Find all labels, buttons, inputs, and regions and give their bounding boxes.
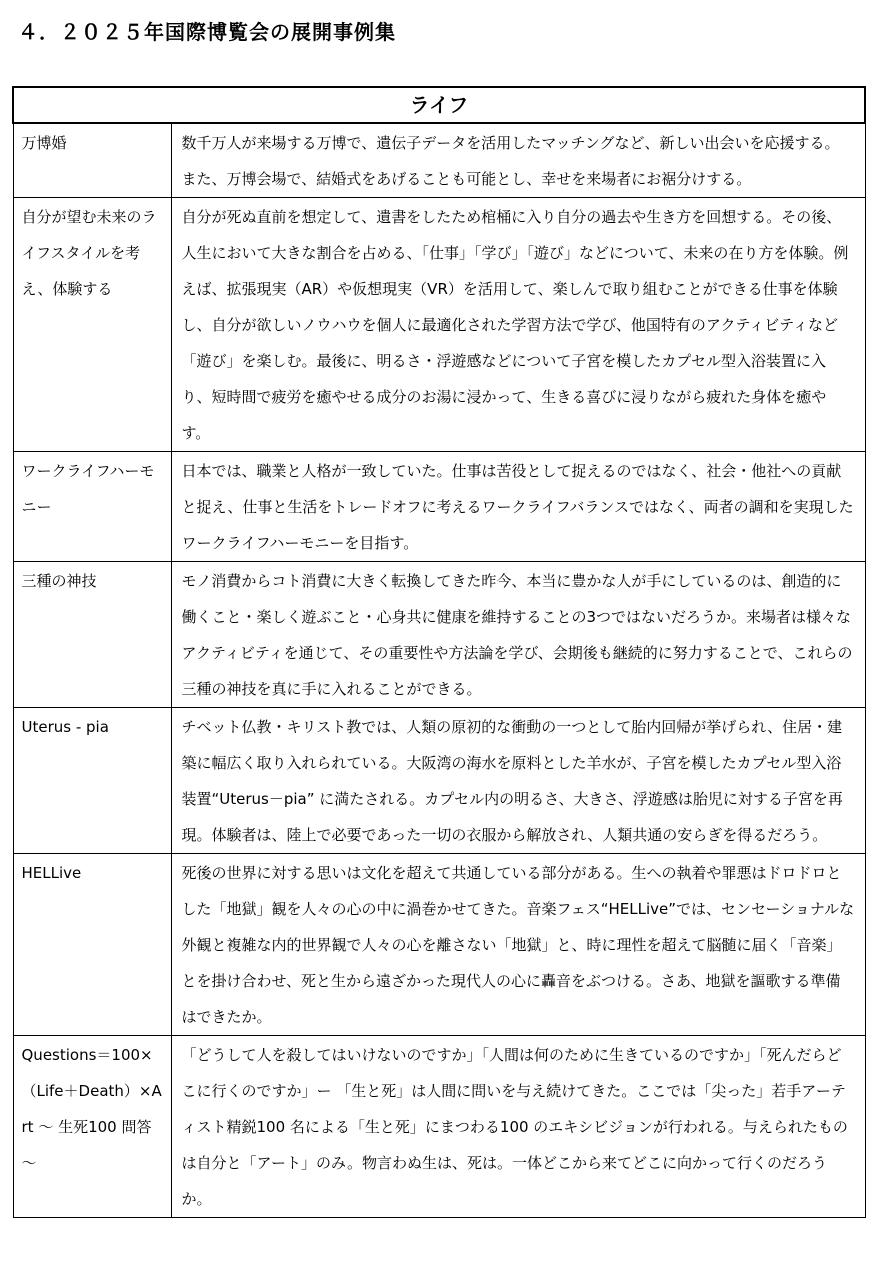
table-row	[13, 854, 865, 1036]
table-row	[13, 562, 865, 708]
example-description: 自分が死ぬ直前を想定して、遺書をしたため棺桶に入り自分の過去や生き方を回想する。その後、人生において大きな割合を占める、「仕事」「学び」「遊び」などについて、未来の在り方を体験。例えば、拡張現実（AR）や仮想現実（VR）を活用して、楽しんで取り組むことができる仕事を体験し、自分が欲しいノウハウを個人に最適化された学習方法で学び、他国特有のアクティビティなど「遊び」を楽しむ。最後に、明るさ・浮遊感などについて子宮を模したカプセル型入浴装置に入り、短時間で疲労を癒やせる成分のお湯に浸かって、生きる喜びに浸りながら疲れた身体を癒やす。	[181, 208, 849, 442]
example-description: 日本では、職業と人格が一致していた。仕事は苦役として捉えるのではなく、社会・他社への貢献と捉え、仕事と生活をトレードオフに考えるワークライフバランスではなく、両者の調和を実現したワークライフハーモニーを目指す。	[181, 462, 854, 552]
example-name: Uterus - pia	[21, 718, 109, 736]
example-name-cell	[13, 1036, 171, 1218]
example-description-cell	[171, 123, 865, 198]
example-name-cell	[13, 854, 171, 1036]
example-name-cell	[13, 452, 171, 562]
example-name: Questions＝100×（Life＋Death）×Art ～ 生死100 問答～	[21, 1046, 162, 1172]
table-row	[13, 123, 865, 198]
example-description-cell	[171, 452, 865, 562]
table-title: ライフ	[13, 87, 865, 123]
example-description-cell	[171, 854, 865, 1036]
example-description: 数千万人が来場する万博で、遺伝子データを活用したマッチングなど、新しい出会いを応援する。また、万博会場で、結婚式をあげることも可能とし、幸せを来場者にお裾分けする。	[181, 134, 840, 188]
example-name-cell	[13, 708, 171, 854]
table-title-row	[13, 87, 865, 123]
example-name: 万博婚	[21, 134, 67, 152]
example-description-cell	[171, 1036, 865, 1218]
example-description: 「どうして人を殺してはいけないのですか」「人間は何のために生きているのですか」「死んだらどこに行くのですか」ー 「生と死」は人間に問いを与え続けてきた。ここでは「尖った」若手アーティスト精鋭100 名による「生と死」にまつわる100 のエキシビジョンが行われる。与えられたものは自分と「アート」のみ。物言わぬ生は、死は。一体どこから来てどこに向かって行くのだろうか。	[181, 1046, 848, 1208]
life-examples-table	[12, 86, 866, 1218]
example-name: ワークライフハーモニー	[21, 462, 155, 516]
table-row	[13, 1036, 865, 1218]
example-name: 三種の神技	[21, 572, 97, 590]
example-description: チベット仏教・キリスト教では、人類の原初的な衝動の一つとして胎内回帰が挙げられ、住居・建築に幅広く取り入れられている。大阪湾の海水を原料とした羊水が、子宮を模したカプセル型入浴装置“Uterus－pia” に満たされる。カプセル内の明るさ、大きさ、浮遊感は胎児に対する子宮を再現。体験者は、陸上で必要であった一切の衣服から解放され、人類共通の安らぎを得るだろう。	[181, 718, 843, 844]
example-name: 自分が望む未来のライフスタイルを考え、体験する	[21, 208, 157, 298]
example-name-cell	[13, 198, 171, 452]
table-row	[13, 452, 865, 562]
page-heading: ４．２０２５年国際博覧会の展開事例集	[18, 20, 396, 44]
example-name: HELLive	[21, 864, 82, 882]
table-row	[13, 708, 865, 854]
example-name-cell	[13, 123, 171, 198]
example-description-cell	[171, 562, 865, 708]
example-description-cell	[171, 708, 865, 854]
example-description: モノ消費からコト消費に大きく転換してきた昨今、本当に豊かな人が手にしているのは、創造的に働くこと・楽しく遊ぶこと・心身共に健康を維持することの3つではないだろうか。来場者は様々なアクティビティを通じて、その重要性や方法論を学び、会期後も継続的に努力することで、これらの三種の神技を真に手に入れることができる。	[181, 572, 853, 698]
table-row	[13, 198, 865, 452]
example-description-cell	[171, 198, 865, 452]
example-description: 死後の世界に対する思いは文化を超えて共通している部分がある。生への執着や罪悪はドロドロとした「地獄」観を人々の心の中に渦巻かせてきた。音楽フェス“HELLive”では、センセーショナルな外観と複雑な内的世界観で人々の心を離さない「地獄」と、時に理性を超えて脳髄に届く「音楽」とを掛け合わせ、死と生から遠ざかった現代人の心に轟音をぶつける。さあ、地獄を謳歌する準備はできたか。	[181, 864, 855, 1026]
example-name-cell	[13, 562, 171, 708]
